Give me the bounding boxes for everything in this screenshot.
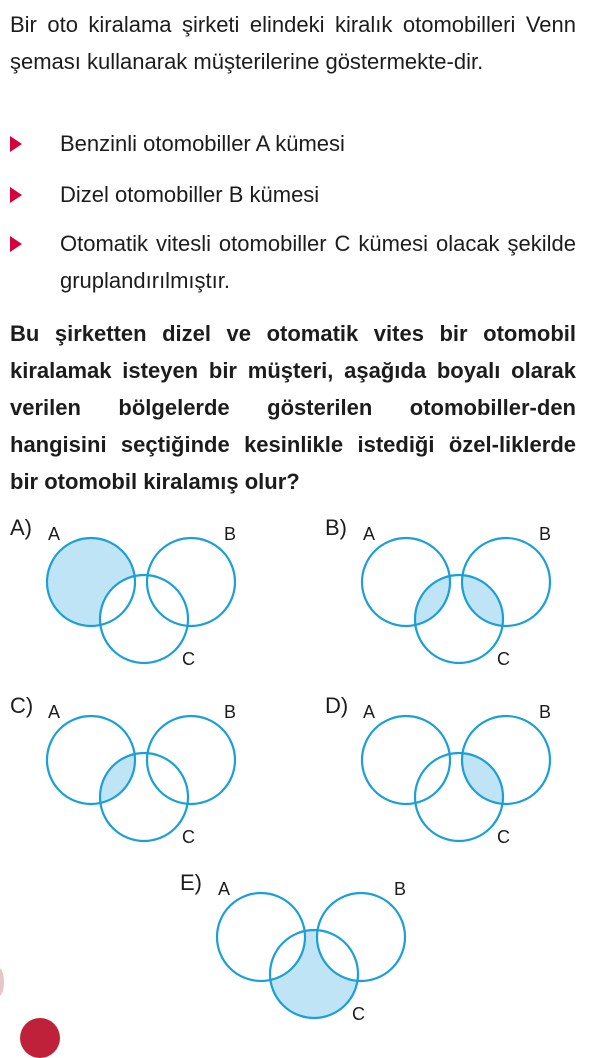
venn-diagram — [10, 693, 250, 853]
set-label-c: C — [497, 649, 510, 669]
shaded-region — [217, 893, 405, 1018]
shaded-region — [47, 538, 235, 663]
set-label-c: C — [182, 827, 195, 847]
option-b[interactable] — [325, 515, 585, 685]
venn-diagram — [180, 870, 420, 1030]
bullet-text: Benzinli otomobiller A kümesi — [60, 131, 345, 156]
set-label-a: A — [48, 702, 61, 722]
set-label-c: C — [182, 649, 195, 669]
option-label: B) — [325, 515, 347, 540]
option-d[interactable] — [325, 693, 585, 863]
bullet-text: Dizel otomobiller B kümesi — [60, 182, 320, 207]
venn-diagram — [325, 693, 565, 853]
page-corner-badge — [20, 1018, 60, 1058]
set-label-a: A — [363, 524, 376, 544]
shaded-region — [100, 716, 235, 841]
set-label-a: A — [218, 879, 231, 899]
page-edge-mark — [0, 968, 4, 996]
set-label-b: B — [224, 702, 237, 722]
bullet-text: Otomatik vitesli otomobiller C kümesi olacak şekilde gruplandırılmıştır. — [60, 231, 576, 293]
circle-b — [147, 538, 235, 626]
option-label: D) — [325, 693, 349, 718]
set-label-a: A — [363, 702, 376, 722]
circle-b — [147, 716, 235, 804]
arrow-icon — [10, 236, 22, 252]
option-label: A) — [10, 515, 32, 540]
set-label-c: C — [352, 1004, 365, 1024]
option-label: C) — [10, 693, 34, 718]
arrow-icon — [10, 136, 22, 152]
venn-diagram — [325, 515, 565, 675]
set-label-b: B — [539, 702, 552, 722]
set-label-a: A — [48, 524, 61, 544]
set-label-b: B — [539, 524, 552, 544]
arrow-icon — [10, 187, 22, 203]
option-a[interactable] — [10, 515, 270, 685]
set-label-b: B — [224, 524, 237, 544]
question-text: Bu şirketten dizel ve otomatik vites bir otomobil kiralamak isteyen bir müşteri, aşağıda boyalı olarak verilen bölgelerde gösterilen otomobiller-den hangisini seçtiğinde kesinlikle istediği özel-liklerde bir otomobil kiralamış olur? — [10, 321, 576, 494]
set-label-c: C — [497, 827, 510, 847]
option-label: E) — [180, 870, 202, 895]
shaded-region — [362, 716, 503, 841]
option-c[interactable] — [10, 693, 270, 863]
venn-diagram — [10, 515, 250, 675]
intro-text: Bir oto kiralama şirketi elindeki kiralık otomobilleri Venn şeması kullanarak müşterilerine göstermekte-dir. — [10, 12, 576, 74]
option-e[interactable] — [180, 870, 440, 1040]
set-label-b: B — [394, 879, 407, 899]
